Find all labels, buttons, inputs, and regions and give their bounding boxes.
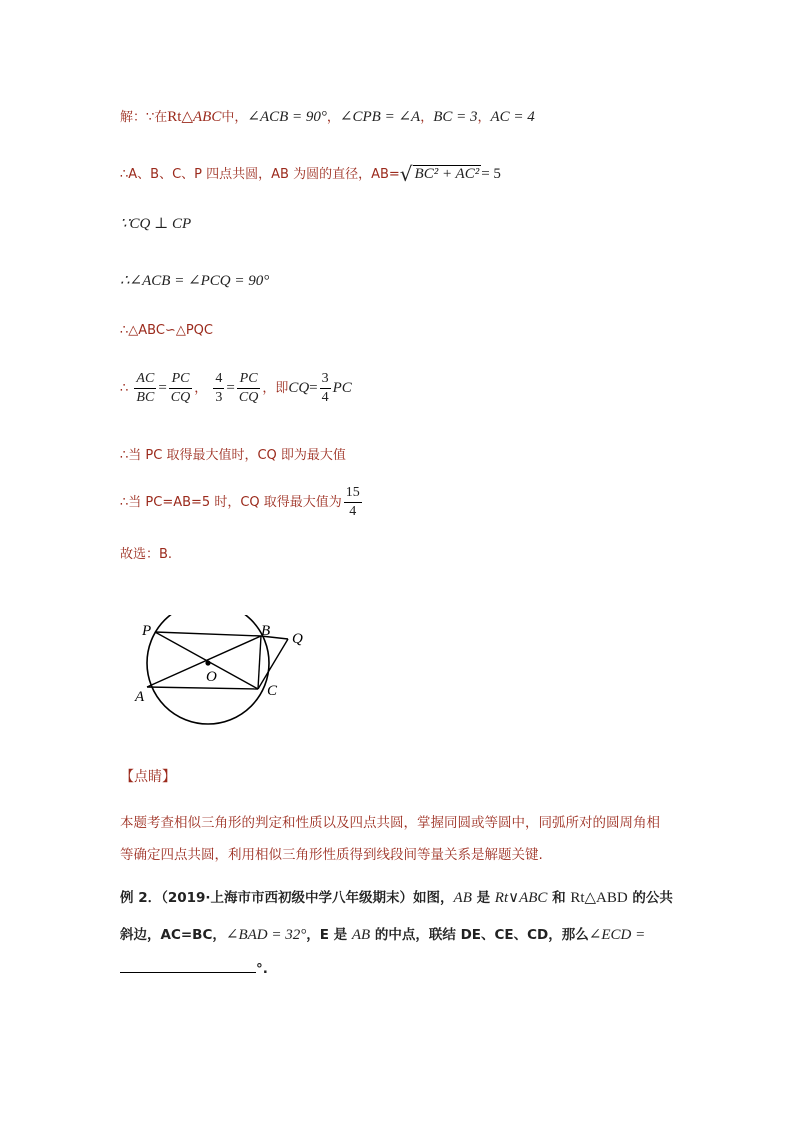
- segment-ab: [147, 636, 261, 687]
- solution-line-2: [120, 162, 501, 186]
- label-o: O: [206, 669, 217, 685]
- similarity-statement: ∴△ABC∽△PQC: [120, 323, 213, 338]
- perpendicular-statement: ∵CQ ⊥ CP: [120, 216, 192, 232]
- solution-line-1: [120, 106, 535, 126]
- solution-intro: 解：∵在: [120, 110, 168, 125]
- triangle-symbol: △: [181, 109, 194, 125]
- angle-cpb: ∠CPB = ∠A: [339, 109, 421, 125]
- example2-line-3: [120, 958, 268, 977]
- segment-ac: [147, 687, 258, 689]
- comment-paragraph-1: 本题考查相似三角形的判定和性质以及四点共圆，掌握同圆或等圆中，同弧所对的圆周角相: [120, 815, 660, 831]
- example2-line-1: [120, 886, 673, 907]
- center-point: [205, 660, 210, 665]
- separator: ，: [326, 110, 340, 125]
- comment-paragraph-2: 等确定四点共圆，利用相似三角形性质得到线段间等量关系是解题关键.: [120, 847, 543, 863]
- condition-text: ，E 是: [306, 927, 352, 943]
- fraction-ac-bc: $\frac{AC}{BC}$: [136, 371, 155, 405]
- label-c: C: [267, 683, 278, 699]
- comment-heading: 【点睛】: [120, 769, 176, 785]
- concyclic-statement: ∴A、B、C、P 四点共圆，AB 为圆的直径，AB=: [120, 167, 400, 182]
- solution-line-3: [120, 214, 191, 233]
- answer-choice: 故选：B.: [120, 547, 173, 562]
- solution-line-7: [120, 444, 346, 463]
- solution-line-5: [120, 323, 213, 338]
- geometry-diagram: [130, 615, 320, 745]
- rt-label: Rt: [167, 109, 182, 125]
- ab-label: AB: [453, 890, 472, 906]
- degree-symbol: °: [256, 961, 263, 977]
- solution-line-9: [120, 543, 172, 562]
- angle-equality: ∴∠ACB = ∠PCQ = 90°: [120, 273, 270, 289]
- condition-text: 斜边，AC=BC，: [120, 927, 226, 943]
- label-q: Q: [292, 631, 303, 647]
- angle-ecd: ∠ECD =: [588, 927, 646, 943]
- bc-value: BC = 3: [433, 109, 478, 125]
- ji-text: ，即: [262, 381, 289, 396]
- equals: =: [158, 380, 167, 396]
- condition-text: 的中点，联结 DE、CE、CD，那么: [370, 927, 589, 943]
- therefore-symbol: ∴: [120, 381, 129, 396]
- ab-label: AB: [351, 927, 371, 943]
- equals: =: [226, 380, 235, 396]
- angle-bad: ∠BAD = 32°: [225, 927, 307, 943]
- ab-result: = 5: [481, 166, 501, 182]
- fraction-3-4: $\frac{3}{4}$: [321, 371, 329, 405]
- rt-abc: Rt∨ABC: [494, 890, 548, 906]
- label-b: B: [261, 623, 271, 639]
- example2-line-2: [120, 923, 645, 944]
- fraction-4-3: $\frac{4}{3}$: [215, 371, 223, 405]
- separator: ，: [477, 110, 491, 125]
- rt-abd: Rt△ABD: [570, 890, 628, 906]
- fraction-pc-cq-2: $\frac{PC}{CQ}$: [238, 371, 259, 405]
- example-label: 例 2．（2019·上海市市西初级中学八年级期末）如图，: [120, 890, 454, 906]
- answer-blank[interactable]: [120, 958, 256, 973]
- segment-qc: [258, 639, 288, 689]
- label-p: P: [142, 623, 152, 639]
- triangle-abc: ABC: [193, 109, 222, 125]
- sqrt-expression: [400, 162, 481, 186]
- cq-label: CQ: [288, 380, 310, 396]
- connector-text: 的公共: [627, 890, 673, 906]
- radical-icon: √: [399, 162, 413, 186]
- solution-line-4: [120, 271, 269, 290]
- connector-text: 是: [471, 890, 495, 906]
- separator: ，: [194, 381, 208, 396]
- max-value-statement: ∴当 PC=AB=5 时，CQ 取得最大值为: [120, 495, 342, 510]
- solution-line-6: [120, 370, 352, 407]
- fraction-pc-cq: $\frac{PC}{CQ}$: [170, 371, 191, 405]
- separator: ，: [420, 110, 434, 125]
- ac-value: AC = 4: [490, 109, 535, 125]
- period: .: [262, 961, 268, 977]
- label-a: A: [135, 689, 145, 705]
- angle-acb: ∠ACB = 90°: [247, 109, 327, 125]
- equals: =: [309, 380, 318, 396]
- solution-line-8: [120, 484, 364, 521]
- max-statement: ∴当 PC 取得最大值时，CQ 即为最大值: [120, 448, 346, 463]
- connector-text: 和: [547, 890, 571, 906]
- zhong-text: 中，: [221, 110, 248, 125]
- segment-bc: [258, 636, 261, 689]
- segment-pb: [155, 632, 261, 636]
- sqrt-body: BC² + AC²: [414, 166, 480, 182]
- fraction-15-4: $\frac{15}{4}$: [345, 485, 360, 519]
- pc-label: PC: [332, 380, 352, 396]
